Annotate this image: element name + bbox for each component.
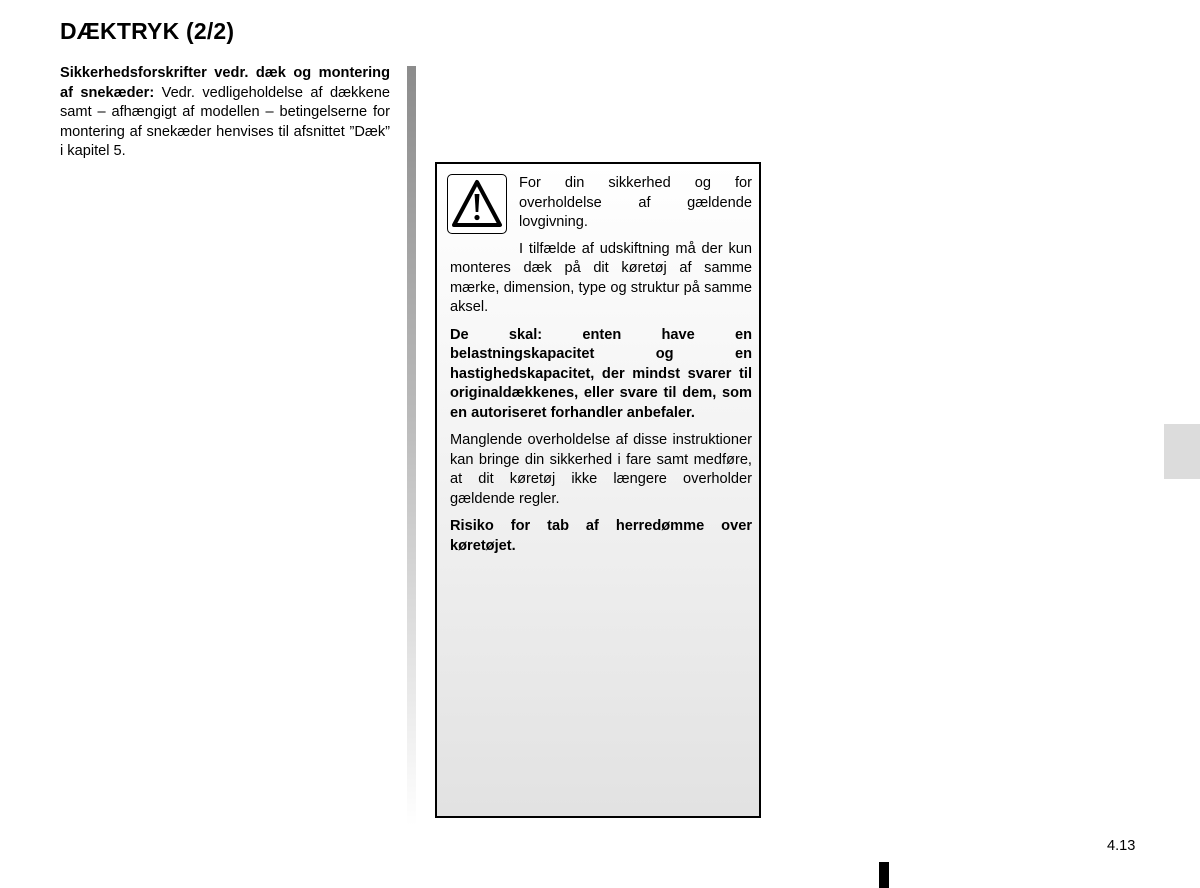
warning-paragraph-1: For din sikkerhed og for overholdelse af gældende lovgivning.	[519, 175, 752, 230]
page-number: 4.13	[1107, 838, 1136, 854]
intro-paragraph	[60, 64, 390, 162]
bottom-print-mark	[879, 862, 889, 888]
warning-text	[450, 174, 752, 564]
warning-box	[435, 162, 761, 818]
warning-paragraph-2: I tilfælde af udskiftning må der kun monteres dæk på dit køretøj af samme mærke, dimension, type og struktur på samme aksel.	[450, 240, 752, 315]
column-divider-bar	[407, 66, 416, 826]
page-title: DÆKTRYK (2/2)	[60, 18, 235, 44]
warning-paragraph-3: De skal: enten have en belastningskapacitet og en hastighedskapacitet, der mindst svarer til originaldækkenes, eller svare til dem, som en autoriseret forhandler anbefaler.	[450, 326, 752, 421]
warning-paragraph-4: Manglende overholdelse af disse instruktioner kan bringe din sikkerhed i fare samt medføre, at dit køretøj ikke længere overholder gældende regler.	[450, 432, 752, 507]
chapter-side-tab	[1164, 424, 1200, 479]
intro-text: Vedr. vedligeholdelse af dækkene samt – afhængigt af modellen – betingelserne for montering af snekæder henvises til afsnittet ”Dæk” i kapitel 5.	[60, 84, 390, 159]
warning-paragraph-5: Risiko for tab af herredømme over køretøjet.	[450, 518, 752, 554]
intro-bold-lead: Sikkerhedsforskrifter vedr. dæk og montering af snekæder:	[60, 65, 390, 101]
